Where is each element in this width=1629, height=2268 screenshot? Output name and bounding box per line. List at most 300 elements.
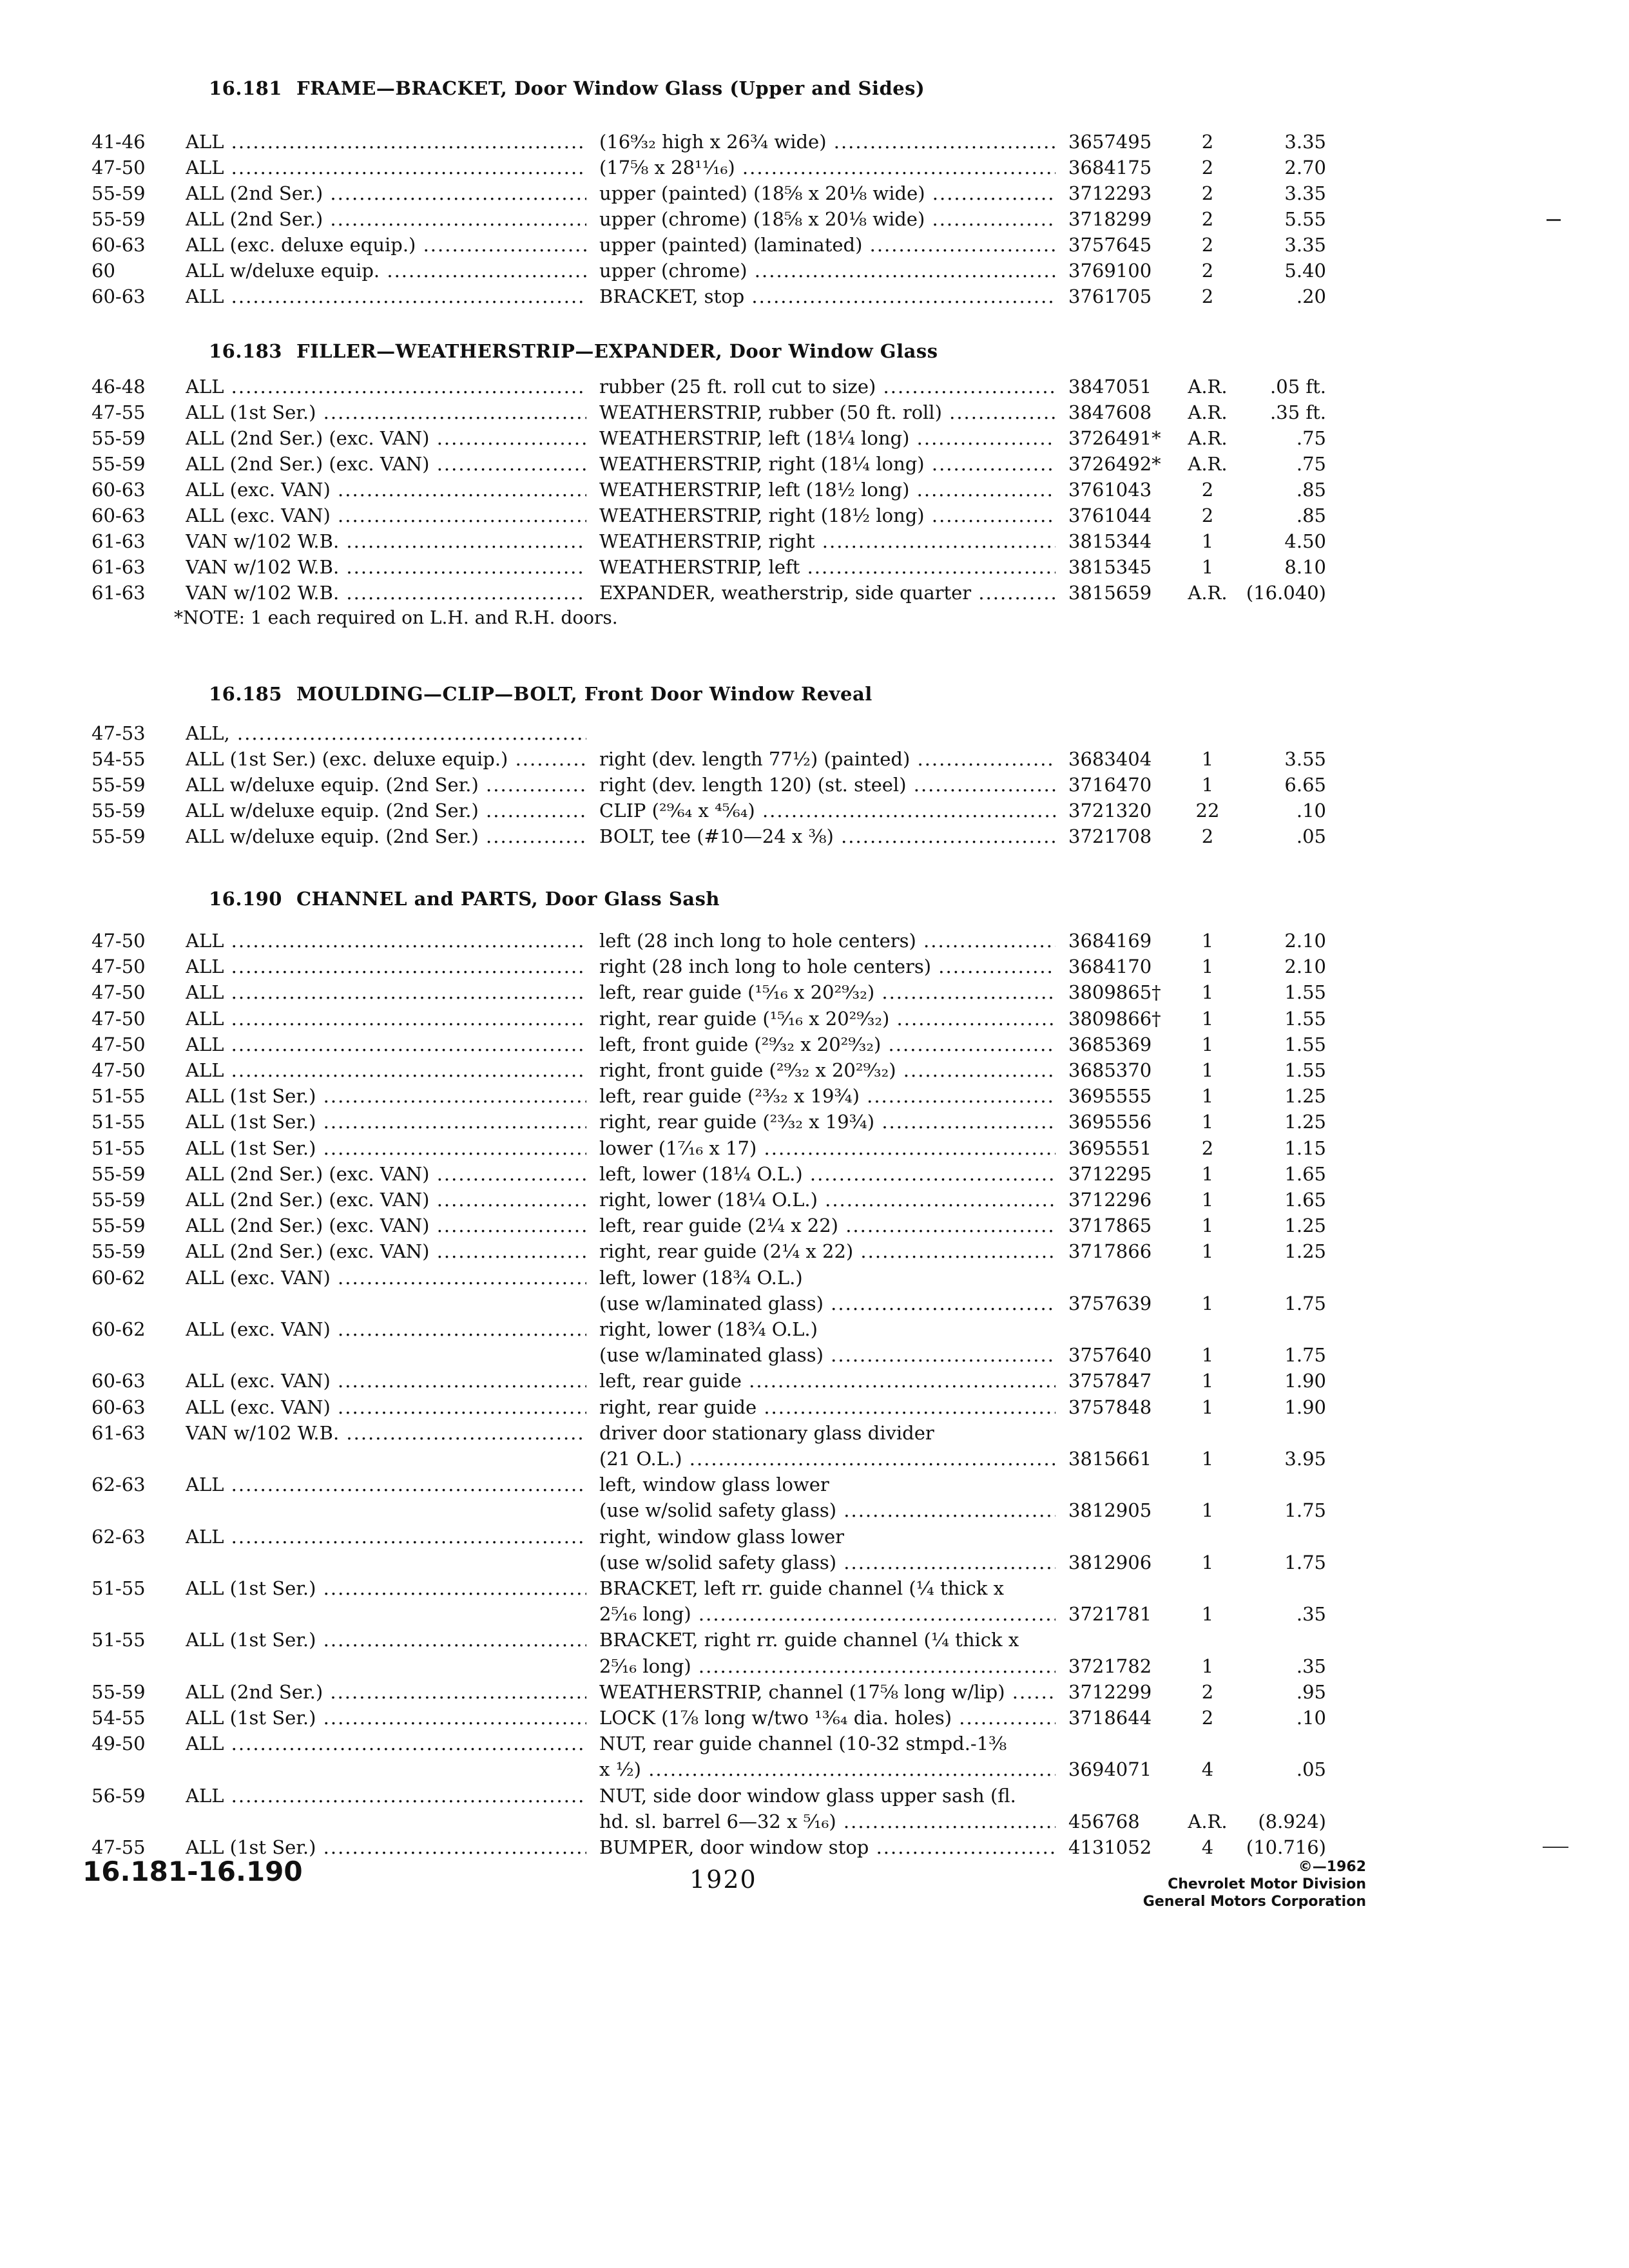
parts-row xyxy=(0,1575,1629,1601)
quantity: 1 xyxy=(1201,981,1214,1003)
model-applicability: ALL (1st Ser.) (exc. deluxe equip.) ..... xyxy=(186,746,586,772)
part-description: right (dev. length 77½) (painted) ..... xyxy=(599,746,1055,772)
part-number: 3718644 xyxy=(1068,1707,1152,1729)
price: 1.55 xyxy=(1284,981,1326,1003)
parts-row xyxy=(0,954,1629,979)
part-description: NUT, side door window glass upper sash (fl. xyxy=(599,1785,1016,1807)
price: 1.90 xyxy=(1284,1370,1326,1392)
part-description: left, lower (18¼ O.L.) ..... xyxy=(599,1161,1055,1187)
part-description: (use w/solid safety glass) ..... xyxy=(599,1550,1055,1575)
part-number: 3721708 xyxy=(1068,825,1152,847)
part-description: LOCK (1⅞ long w/two ¹³⁄₆₄ dia. holes) ..... xyxy=(599,1705,1055,1731)
model-years: 41-46 xyxy=(92,131,146,153)
model-applicability: ALL (2nd Ser.) ..... xyxy=(186,206,586,232)
part-description: BUMPER, door window stop ..... xyxy=(599,1834,1055,1860)
quantity: 2 xyxy=(1201,157,1214,178)
price: 1.25 xyxy=(1284,1111,1326,1133)
model-years: 61-63 xyxy=(92,530,146,552)
publisher-block xyxy=(1095,1858,1366,1910)
parts-row xyxy=(0,1653,1629,1679)
model-years: 55-59 xyxy=(92,1240,146,1262)
part-number: 3712293 xyxy=(1068,182,1152,204)
price: 3.95 xyxy=(1284,1448,1326,1470)
model-years: 54-55 xyxy=(92,748,146,770)
parts-row xyxy=(0,528,1629,554)
model-applicability: ALL w/deluxe equip. (2nd Ser.) ..... xyxy=(186,823,586,849)
parts-row xyxy=(0,1187,1629,1213)
model-years: 55-59 xyxy=(92,1189,146,1211)
part-description: left, window glass lower xyxy=(599,1474,829,1495)
price: .75 xyxy=(1296,453,1326,475)
model-years: 60-63 xyxy=(92,234,146,256)
model-years: 60-63 xyxy=(92,1396,146,1418)
price: 2.10 xyxy=(1284,956,1326,977)
parts-row xyxy=(0,746,1629,772)
part-description: (21 O.L.) ..... xyxy=(599,1446,1055,1472)
parts-row xyxy=(0,1756,1629,1782)
part-number: 3685369 xyxy=(1068,1033,1152,1055)
price: 1.65 xyxy=(1284,1163,1326,1185)
quantity: 1 xyxy=(1201,1008,1214,1030)
part-description: NUT, rear guide channel (10-32 stmpd.-1⅜ xyxy=(599,1733,1007,1754)
model-applicability: ALL (1st Ser.) ..... xyxy=(186,399,586,425)
parts-row xyxy=(0,425,1629,451)
quantity: 1 xyxy=(1201,1344,1214,1366)
parts-row xyxy=(0,1524,1629,1550)
parts-row xyxy=(0,232,1629,258)
price: .10 xyxy=(1296,1707,1326,1729)
model-years: 47-50 xyxy=(92,956,146,977)
model-applicability: ALL, ..... xyxy=(186,720,586,746)
quantity: 1 xyxy=(1201,1189,1214,1211)
parts-row xyxy=(0,1057,1629,1083)
model-applicability: ALL (2nd Ser.) (exc. VAN) ..... xyxy=(186,1213,586,1238)
model-applicability: ALL ..... xyxy=(186,155,586,180)
part-number: 3757639 xyxy=(1068,1293,1152,1314)
part-number: 3761705 xyxy=(1068,285,1152,307)
parts-row xyxy=(0,1291,1629,1316)
model-years: 55-59 xyxy=(92,453,146,475)
part-description: upper (painted) (18⅝ x 20⅛ wide) ..... xyxy=(599,180,1055,206)
section-note: *NOTE: 1 each required on L.H. and R.H. doors. xyxy=(174,607,618,628)
model-applicability: ALL w/deluxe equip. (2nd Ser.) ..... xyxy=(186,772,586,798)
price: 2.70 xyxy=(1284,157,1326,178)
part-description: lower (1⁷⁄₁₆ x 17) ..... xyxy=(599,1135,1055,1161)
model-years: 55-59 xyxy=(92,774,146,796)
parts-row xyxy=(0,1135,1629,1161)
quantity: 1 xyxy=(1201,1655,1214,1677)
part-description: WEATHERSTRIP, left (18½ long) ..... xyxy=(599,477,1055,503)
section-title-text: FRAME—BRACKET, Door Window Glass (Upper and Sides) xyxy=(296,77,925,99)
footer-section-range: 16.181-16.190 xyxy=(82,1856,303,1887)
price: .05 xyxy=(1296,1758,1326,1780)
price: 1.25 xyxy=(1284,1215,1326,1236)
model-years: 47-50 xyxy=(92,981,146,1003)
parts-row xyxy=(0,720,1629,746)
quantity: 1 xyxy=(1201,1111,1214,1133)
model-applicability: ALL (1st Ser.) ..... xyxy=(186,1575,586,1601)
quantity: 2 xyxy=(1201,285,1214,307)
parts-row xyxy=(0,1809,1629,1834)
part-description: right, rear guide (¹⁵⁄₁₆ x 20²⁹⁄₃₂) ..... xyxy=(599,1006,1055,1032)
part-description: WEATHERSTRIP, left ..... xyxy=(599,554,1055,580)
part-number: 4131052 xyxy=(1068,1836,1152,1858)
part-description: right (28 inch long to hole centers) ..... xyxy=(599,954,1055,979)
model-applicability: VAN w/102 W.B. ..... xyxy=(186,580,586,606)
part-description: EXPANDER, weatherstrip, side quarter ..... xyxy=(599,580,1055,606)
quantity: 1 xyxy=(1201,1215,1214,1236)
part-number: 3712299 xyxy=(1068,1681,1152,1703)
part-number: 3684170 xyxy=(1068,956,1152,977)
parts-row xyxy=(0,1368,1629,1394)
parts-row xyxy=(0,554,1629,580)
model-applicability: ALL w/deluxe equip. ..... xyxy=(186,258,586,284)
model-applicability: ALL (2nd Ser.) ..... xyxy=(186,1679,586,1705)
part-number: 3761044 xyxy=(1068,505,1152,526)
price: .05 xyxy=(1296,825,1326,847)
model-applicability: ALL ..... xyxy=(186,1524,586,1550)
part-number: 3726492* xyxy=(1068,453,1161,475)
quantity: 2 xyxy=(1201,825,1214,847)
quantity: 1 xyxy=(1201,1293,1214,1314)
model-years: 47-50 xyxy=(92,157,146,178)
price: 3.35 xyxy=(1284,131,1326,153)
part-description: left, rear guide (2¼ x 22) ..... xyxy=(599,1213,1055,1238)
model-years: 62-63 xyxy=(92,1474,146,1495)
model-applicability: ALL (1st Ser.) ..... xyxy=(186,1705,586,1731)
price: .35 ft. xyxy=(1270,401,1326,423)
parts-row xyxy=(0,823,1629,849)
part-description: WEATHERSTRIP, right (18¼ long) ..... xyxy=(599,451,1055,477)
model-years: 60 xyxy=(92,260,115,282)
parts-row xyxy=(0,1420,1629,1446)
model-applicability: ALL (2nd Ser.) (exc. VAN) ..... xyxy=(186,1161,586,1187)
model-years: 55-59 xyxy=(92,1215,146,1236)
model-years: 61-63 xyxy=(92,582,146,604)
quantity: 2 xyxy=(1201,1681,1214,1703)
quantity: 1 xyxy=(1201,1033,1214,1055)
parts-row xyxy=(0,1446,1629,1472)
parts-row xyxy=(0,477,1629,503)
price: 1.15 xyxy=(1284,1137,1326,1159)
part-description: right, rear guide (2¼ x 22) ..... xyxy=(599,1238,1055,1264)
part-description: 2⁵⁄₁₆ long) ..... xyxy=(599,1653,1055,1679)
price: 1.25 xyxy=(1284,1240,1326,1262)
part-number: 3809865† xyxy=(1068,981,1161,1003)
section-title-text: MOULDING—CLIP—BOLT, Front Door Window Reveal xyxy=(296,683,872,705)
quantity: 2 xyxy=(1201,505,1214,526)
section-number: 16.183 xyxy=(209,340,282,362)
part-number: 3757645 xyxy=(1068,234,1152,256)
part-description: left, rear guide (²³⁄₃₂ x 19¾) ..... xyxy=(599,1083,1055,1109)
model-years: 60-63 xyxy=(92,505,146,526)
part-description: (17⅝ x 28¹¹⁄₁₆) ..... xyxy=(599,155,1055,180)
quantity: 1 xyxy=(1201,1396,1214,1418)
part-number: 3757848 xyxy=(1068,1396,1152,1418)
model-applicability: ALL (1st Ser.) ..... xyxy=(186,1109,586,1135)
parts-row xyxy=(0,928,1629,954)
quantity: 1 xyxy=(1201,530,1214,552)
model-applicability: ALL (1st Ser.) ..... xyxy=(186,1135,586,1161)
parts-row xyxy=(0,206,1629,232)
model-applicability: ALL (exc. VAN) ..... xyxy=(186,1394,586,1420)
price: 1.75 xyxy=(1284,1293,1326,1314)
model-years: 60-63 xyxy=(92,285,146,307)
price: .75 xyxy=(1296,427,1326,449)
model-years: 47-53 xyxy=(92,722,146,744)
parts-row xyxy=(0,1731,1629,1756)
price: 1.55 xyxy=(1284,1008,1326,1030)
part-description: right, window glass lower xyxy=(599,1526,845,1548)
part-description: left, lower (18¾ O.L.) xyxy=(599,1267,803,1289)
model-applicability: ALL ..... xyxy=(186,1006,586,1032)
parts-row xyxy=(0,1497,1629,1523)
model-years: 51-55 xyxy=(92,1577,146,1599)
section-heading xyxy=(209,888,720,910)
part-description: BRACKET, right rr. guide channel (¼ thick x xyxy=(599,1629,1019,1651)
model-years: 55-59 xyxy=(92,1681,146,1703)
price: 3.35 xyxy=(1284,234,1326,256)
parts-row xyxy=(0,979,1629,1005)
part-description: 2⁵⁄₁₆ long) ..... xyxy=(599,1601,1055,1627)
price: 1.75 xyxy=(1284,1344,1326,1366)
quantity: 2 xyxy=(1201,234,1214,256)
division-name: Chevrolet Motor Division xyxy=(1168,1876,1366,1892)
quantity: 22 xyxy=(1195,800,1220,822)
part-number: 3757640 xyxy=(1068,1344,1152,1366)
parts-row xyxy=(0,1342,1629,1368)
model-applicability: VAN w/102 W.B. ..... xyxy=(186,554,586,580)
page-number: 1920 xyxy=(689,1865,757,1894)
price: 1.25 xyxy=(1284,1085,1326,1107)
parts-row xyxy=(0,1265,1629,1291)
quantity: 2 xyxy=(1201,479,1214,501)
model-applicability: ALL ..... xyxy=(186,1472,586,1497)
parts-row xyxy=(0,1705,1629,1731)
model-years: 55-59 xyxy=(92,182,146,204)
price: .35 xyxy=(1296,1603,1326,1625)
parts-row xyxy=(0,1627,1629,1653)
model-years: 49-50 xyxy=(92,1733,146,1754)
part-number: 3769100 xyxy=(1068,260,1152,282)
part-description: WEATHERSTRIP, right ..... xyxy=(599,528,1055,554)
section-heading xyxy=(209,683,872,705)
quantity: A.R. xyxy=(1188,582,1228,604)
margin-mark xyxy=(1547,219,1561,221)
part-number: 3847051 xyxy=(1068,376,1152,398)
model-applicability: ALL (exc. VAN) ..... xyxy=(186,1265,586,1291)
part-description: upper (chrome) (18⅝ x 20⅛ wide) ..... xyxy=(599,206,1055,232)
price: 3.55 xyxy=(1284,748,1326,770)
quantity: 1 xyxy=(1201,774,1214,796)
part-description: CLIP (²⁹⁄₆₄ x ⁴⁵⁄₆₄) ..... xyxy=(599,798,1055,823)
quantity: 1 xyxy=(1201,1370,1214,1392)
model-years: 60-62 xyxy=(92,1267,146,1289)
part-number: 3684175 xyxy=(1068,157,1152,178)
part-number: 3717865 xyxy=(1068,1215,1152,1236)
quantity: A.R. xyxy=(1188,401,1228,423)
section-number: 16.181 xyxy=(209,77,282,99)
part-number: 3721781 xyxy=(1068,1603,1152,1625)
model-years: 61-63 xyxy=(92,1422,146,1444)
price: 1.65 xyxy=(1284,1189,1326,1211)
model-applicability: ALL ..... xyxy=(186,1731,586,1756)
model-applicability: ALL (exc. deluxe equip.) ..... xyxy=(186,232,586,258)
model-years: 55-59 xyxy=(92,825,146,847)
price: 6.65 xyxy=(1284,774,1326,796)
part-number: 3694071 xyxy=(1068,1758,1152,1780)
parts-row xyxy=(0,1316,1629,1342)
part-number: 3815345 xyxy=(1068,556,1152,578)
quantity: 1 xyxy=(1201,1085,1214,1107)
part-description: hd. sl. barrel 6—32 x ⁵⁄₁₆) ..... xyxy=(599,1809,1055,1834)
section-title-text: CHANNEL and PARTS, Door Glass Sash xyxy=(296,888,720,910)
model-years: 47-55 xyxy=(92,1836,146,1858)
part-number: 3683404 xyxy=(1068,748,1152,770)
part-description: right, lower (18¾ O.L.) xyxy=(599,1318,818,1340)
model-years: 61-63 xyxy=(92,556,146,578)
part-number: 3695556 xyxy=(1068,1111,1152,1133)
part-number: 3684169 xyxy=(1068,930,1152,952)
part-number: 3812905 xyxy=(1068,1499,1152,1521)
quantity: 1 xyxy=(1201,930,1214,952)
part-number: 3815659 xyxy=(1068,582,1152,604)
part-number: 3685370 xyxy=(1068,1059,1152,1081)
section-number: 16.185 xyxy=(209,683,282,705)
parts-row xyxy=(0,798,1629,823)
quantity: 4 xyxy=(1201,1758,1214,1780)
model-applicability: ALL (1st Ser.) ..... xyxy=(186,1627,586,1653)
price: .20 xyxy=(1296,285,1326,307)
parts-row xyxy=(0,399,1629,425)
model-applicability: ALL (2nd Ser.) (exc. VAN) ..... xyxy=(186,425,586,451)
model-years: 55-59 xyxy=(92,1163,146,1185)
model-applicability: ALL ..... xyxy=(186,928,586,954)
model-years: 60-63 xyxy=(92,479,146,501)
model-years: 47-50 xyxy=(92,1008,146,1030)
quantity: 2 xyxy=(1201,208,1214,230)
price: 5.40 xyxy=(1284,260,1326,282)
quantity: 1 xyxy=(1201,1059,1214,1081)
parts-row xyxy=(0,772,1629,798)
part-number: 3812906 xyxy=(1068,1552,1152,1573)
quantity: 4 xyxy=(1201,1836,1214,1858)
part-number: 3657495 xyxy=(1068,131,1152,153)
part-description: (use w/laminated glass) ..... xyxy=(599,1291,1055,1316)
part-description: left, rear guide ..... xyxy=(599,1368,1055,1394)
quantity: 1 xyxy=(1201,748,1214,770)
section-number: 16.190 xyxy=(209,888,282,910)
price: 3.35 xyxy=(1284,182,1326,204)
part-description: x ½) ..... xyxy=(599,1756,1055,1782)
price: .05 ft. xyxy=(1270,376,1326,398)
parts-row xyxy=(0,1032,1629,1057)
part-description: (use w/solid safety glass) ..... xyxy=(599,1497,1055,1523)
part-number: 3726491* xyxy=(1068,427,1161,449)
section-title-text: FILLER—WEATHERSTRIP—EXPANDER, Door Window Glass xyxy=(296,340,938,362)
model-applicability: VAN w/102 W.B. ..... xyxy=(186,528,586,554)
quantity: 1 xyxy=(1201,1552,1214,1573)
model-applicability: ALL (1st Ser.) ..... xyxy=(186,1083,586,1109)
part-description: BRACKET, left rr. guide channel (¼ thick x xyxy=(599,1577,1004,1599)
price: 1.55 xyxy=(1284,1033,1326,1055)
model-years: 51-55 xyxy=(92,1629,146,1651)
part-description: right, rear guide ..... xyxy=(599,1394,1055,1420)
model-years: 51-55 xyxy=(92,1085,146,1107)
model-years: 54-55 xyxy=(92,1707,146,1729)
model-years: 60-62 xyxy=(92,1318,146,1340)
quantity: 1 xyxy=(1201,956,1214,977)
model-applicability: ALL (exc. VAN) ..... xyxy=(186,477,586,503)
model-applicability: ALL ..... xyxy=(186,284,586,309)
part-description: (use w/laminated glass) ..... xyxy=(599,1342,1055,1368)
part-number: 3761043 xyxy=(1068,479,1152,501)
model-years: 46-48 xyxy=(92,376,146,398)
parts-row xyxy=(0,1006,1629,1032)
model-applicability: ALL (2nd Ser.) (exc. VAN) ..... xyxy=(186,1238,586,1264)
parts-row xyxy=(0,1550,1629,1575)
part-number: 3712295 xyxy=(1068,1163,1152,1185)
part-description: left (28 inch long to hole centers) ..... xyxy=(599,928,1055,954)
price: 8.10 xyxy=(1284,556,1326,578)
part-description: WEATHERSTRIP, rubber (50 ft. roll) ..... xyxy=(599,399,1055,425)
parts-row xyxy=(0,284,1629,309)
model-years: 55-59 xyxy=(92,427,146,449)
part-description: driver door stationary glass divider xyxy=(599,1422,934,1444)
model-years: 51-55 xyxy=(92,1137,146,1159)
part-description: right, front guide (²⁹⁄₃₂ x 20²⁹⁄₃₂) ..... xyxy=(599,1057,1055,1083)
part-description: right, rear guide (²³⁄₃₂ x 19¾) ..... xyxy=(599,1109,1055,1135)
part-description: BRACKET, stop ..... xyxy=(599,284,1055,309)
parts-row xyxy=(0,1472,1629,1497)
parts-row xyxy=(0,1601,1629,1627)
price: 1.75 xyxy=(1284,1499,1326,1521)
part-description: right (dev. length 120) (st. steel) ..... xyxy=(599,772,1055,798)
price: 1.55 xyxy=(1284,1059,1326,1081)
model-years: 60-63 xyxy=(92,1370,146,1392)
quantity: 1 xyxy=(1201,556,1214,578)
part-description: upper (painted) (laminated) ..... xyxy=(599,232,1055,258)
parts-row xyxy=(0,1109,1629,1135)
quantity: 1 xyxy=(1201,1240,1214,1262)
model-applicability: ALL (exc. VAN) ..... xyxy=(186,1316,586,1342)
model-years: 47-50 xyxy=(92,930,146,952)
parts-row xyxy=(0,1161,1629,1187)
part-number: 3721782 xyxy=(1068,1655,1152,1677)
model-applicability: ALL (2nd Ser.) ..... xyxy=(186,180,586,206)
part-number: 3815661 xyxy=(1068,1448,1152,1470)
quantity: 2 xyxy=(1201,182,1214,204)
quantity: A.R. xyxy=(1188,376,1228,398)
part-description: left, front guide (²⁹⁄₃₂ x 20²⁹⁄₃₂) ..... xyxy=(599,1032,1055,1057)
parts-row xyxy=(0,1083,1629,1109)
parts-row xyxy=(0,258,1629,284)
quantity: 1 xyxy=(1201,1448,1214,1470)
model-applicability: ALL ..... xyxy=(186,979,586,1005)
model-applicability: VAN w/102 W.B. ..... xyxy=(186,1420,586,1446)
parts-row xyxy=(0,1213,1629,1238)
part-number: 3718299 xyxy=(1068,208,1152,230)
price: 2.10 xyxy=(1284,930,1326,952)
model-applicability: ALL ..... xyxy=(186,129,586,155)
quantity: 2 xyxy=(1201,1137,1214,1159)
model-applicability: ALL ..... xyxy=(186,374,586,399)
part-number: 3847608 xyxy=(1068,401,1152,423)
model-years: 55-59 xyxy=(92,800,146,822)
quantity: 1 xyxy=(1201,1603,1214,1625)
model-years: 51-55 xyxy=(92,1111,146,1133)
price: 1.90 xyxy=(1284,1396,1326,1418)
